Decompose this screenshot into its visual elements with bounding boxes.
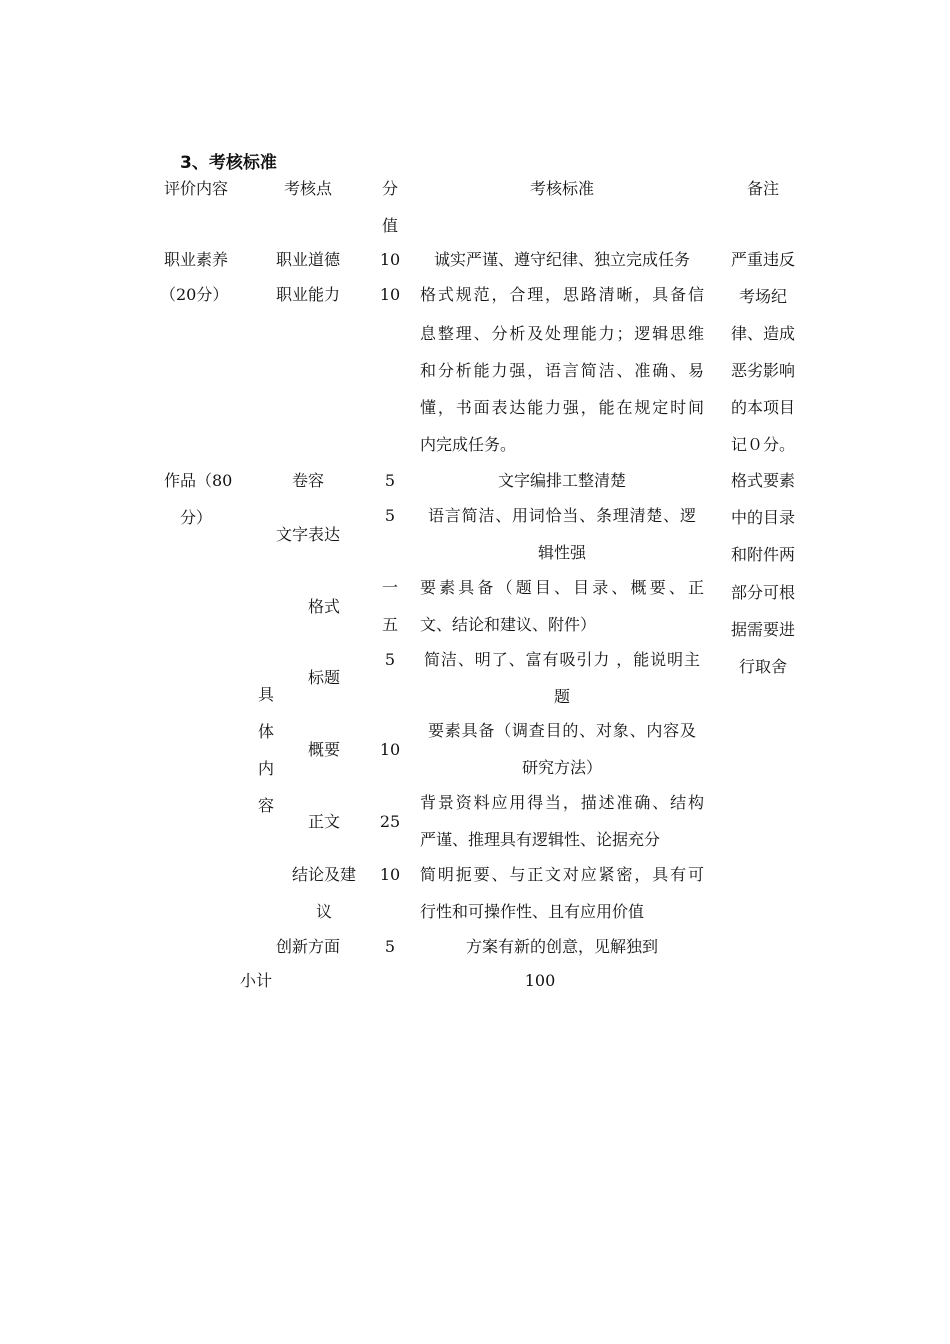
point-format: 格式 <box>308 597 341 616</box>
score-title: 5 <box>384 650 396 669</box>
point-title: 标题 <box>308 668 341 687</box>
sub-group-char: 容 <box>258 796 275 815</box>
standard-layout: 文字编排工整清楚 <box>497 471 626 490</box>
standard-writing-line: 辑性强 <box>537 543 586 562</box>
point-ethics: 职业道德 <box>275 250 340 269</box>
standard-conclusion-line: 行性和可操作性、且有应用价值 <box>420 902 645 921</box>
point-summary: 概要 <box>308 740 341 759</box>
score-writing: 5 <box>384 506 396 525</box>
subtotal-value: 100 <box>524 971 556 990</box>
score-summary: 10 <box>379 740 401 759</box>
standard-title-line: 题 <box>553 687 570 706</box>
category-professional-score: （20分） <box>160 285 229 304</box>
standard-summary-line: 要素具备（调查目的、对象、内容及 <box>428 721 696 740</box>
remark-works-line: 格式要素 <box>730 471 795 490</box>
sub-group-char: 具 <box>258 685 275 704</box>
point-conclusion-line: 议 <box>315 902 332 921</box>
point-innovation: 创新方面 <box>275 937 340 956</box>
standard-ability-line: 懂，书面表达能力强，能在规定时间 <box>420 398 704 417</box>
standard-ability-line: 息整理、分析及处理能力；逻辑思维 <box>420 324 704 343</box>
point-conclusion-line: 结论及建 <box>291 865 356 884</box>
remark-professional-line: 考场纪 <box>738 287 787 306</box>
header-standard: 考核标准 <box>529 179 594 198</box>
score-body: 25 <box>379 812 401 831</box>
remark-works-line: 行取舍 <box>738 657 787 676</box>
category-works: 作品（80 <box>164 471 233 490</box>
standard-writing-line: 语言简洁、用词恰当、条理清楚、逻 <box>428 506 696 525</box>
category-professional: 职业素养 <box>164 250 229 269</box>
category-works-score: 分） <box>180 508 213 527</box>
standard-ability-line: 和分析能力强，语言简洁、准确、易 <box>420 361 704 380</box>
score-ability: 10 <box>379 285 401 304</box>
standard-body-line: 严谨、推理具有逻辑性、论据充分 <box>420 830 661 849</box>
point-ability: 职业能力 <box>275 285 340 304</box>
score-layout: 5 <box>384 471 396 490</box>
score-format-line: 五 <box>381 615 398 634</box>
score-ethics: 10 <box>379 250 401 269</box>
standard-title-line: 简洁、明了、富有吸引力 ，能说明主 <box>424 650 700 669</box>
standard-innovation: 方案有新的创意，见解独到 <box>465 937 658 956</box>
standard-ability-line: 格式规范，合理，思路清晰，具备信 <box>420 285 704 304</box>
standard-summary-line: 研究方法） <box>521 758 602 777</box>
standard-conclusion-line: 简明扼要、与正文对应紧密，具有可 <box>420 865 704 884</box>
header-remark: 备注 <box>746 179 779 198</box>
remark-works-line: 和附件两 <box>730 545 795 564</box>
standard-format-line: 要素具备（题目、目录、概要、正 <box>420 578 704 597</box>
point-layout: 卷容 <box>291 471 324 490</box>
score-innovation: 5 <box>384 937 396 956</box>
remark-professional-line: 恶劣影响 <box>730 361 795 380</box>
standard-body-line: 背景资料应用得当，描述准确、结构 <box>420 793 704 812</box>
remark-works-line: 据需要进 <box>730 620 795 639</box>
remark-professional-line: 的本项目 <box>730 398 795 417</box>
header-point: 考核点 <box>283 179 332 198</box>
header-score-line2: 值 <box>381 216 398 235</box>
point-writing: 文字表达 <box>275 525 340 544</box>
remark-professional-line: 律、造成 <box>730 324 795 343</box>
score-conclusion: 10 <box>379 865 401 884</box>
standard-ability-line: 内完成任务。 <box>420 435 517 454</box>
remark-works-line: 部分可根 <box>730 583 795 602</box>
remark-works-line: 中的目录 <box>730 508 795 527</box>
remark-professional-line: 严重违反 <box>730 250 795 269</box>
standard-ethics: 诚实严谨、遵守纪律、独立完成任务 <box>433 250 690 269</box>
header-score-line1: 分 <box>381 179 398 198</box>
point-body: 正文 <box>308 812 341 831</box>
sub-group-char: 内 <box>258 759 275 778</box>
header-content: 评价内容 <box>164 179 229 198</box>
section-title: 3、考核标准 <box>180 153 277 173</box>
sub-group-char: 体 <box>258 722 275 741</box>
score-format-line: 一 <box>381 578 398 597</box>
subtotal-label: 小计 <box>240 971 273 990</box>
standard-format-line: 文、结论和建议、附件） <box>420 615 597 634</box>
remark-professional-line: 记０分。 <box>730 435 795 454</box>
